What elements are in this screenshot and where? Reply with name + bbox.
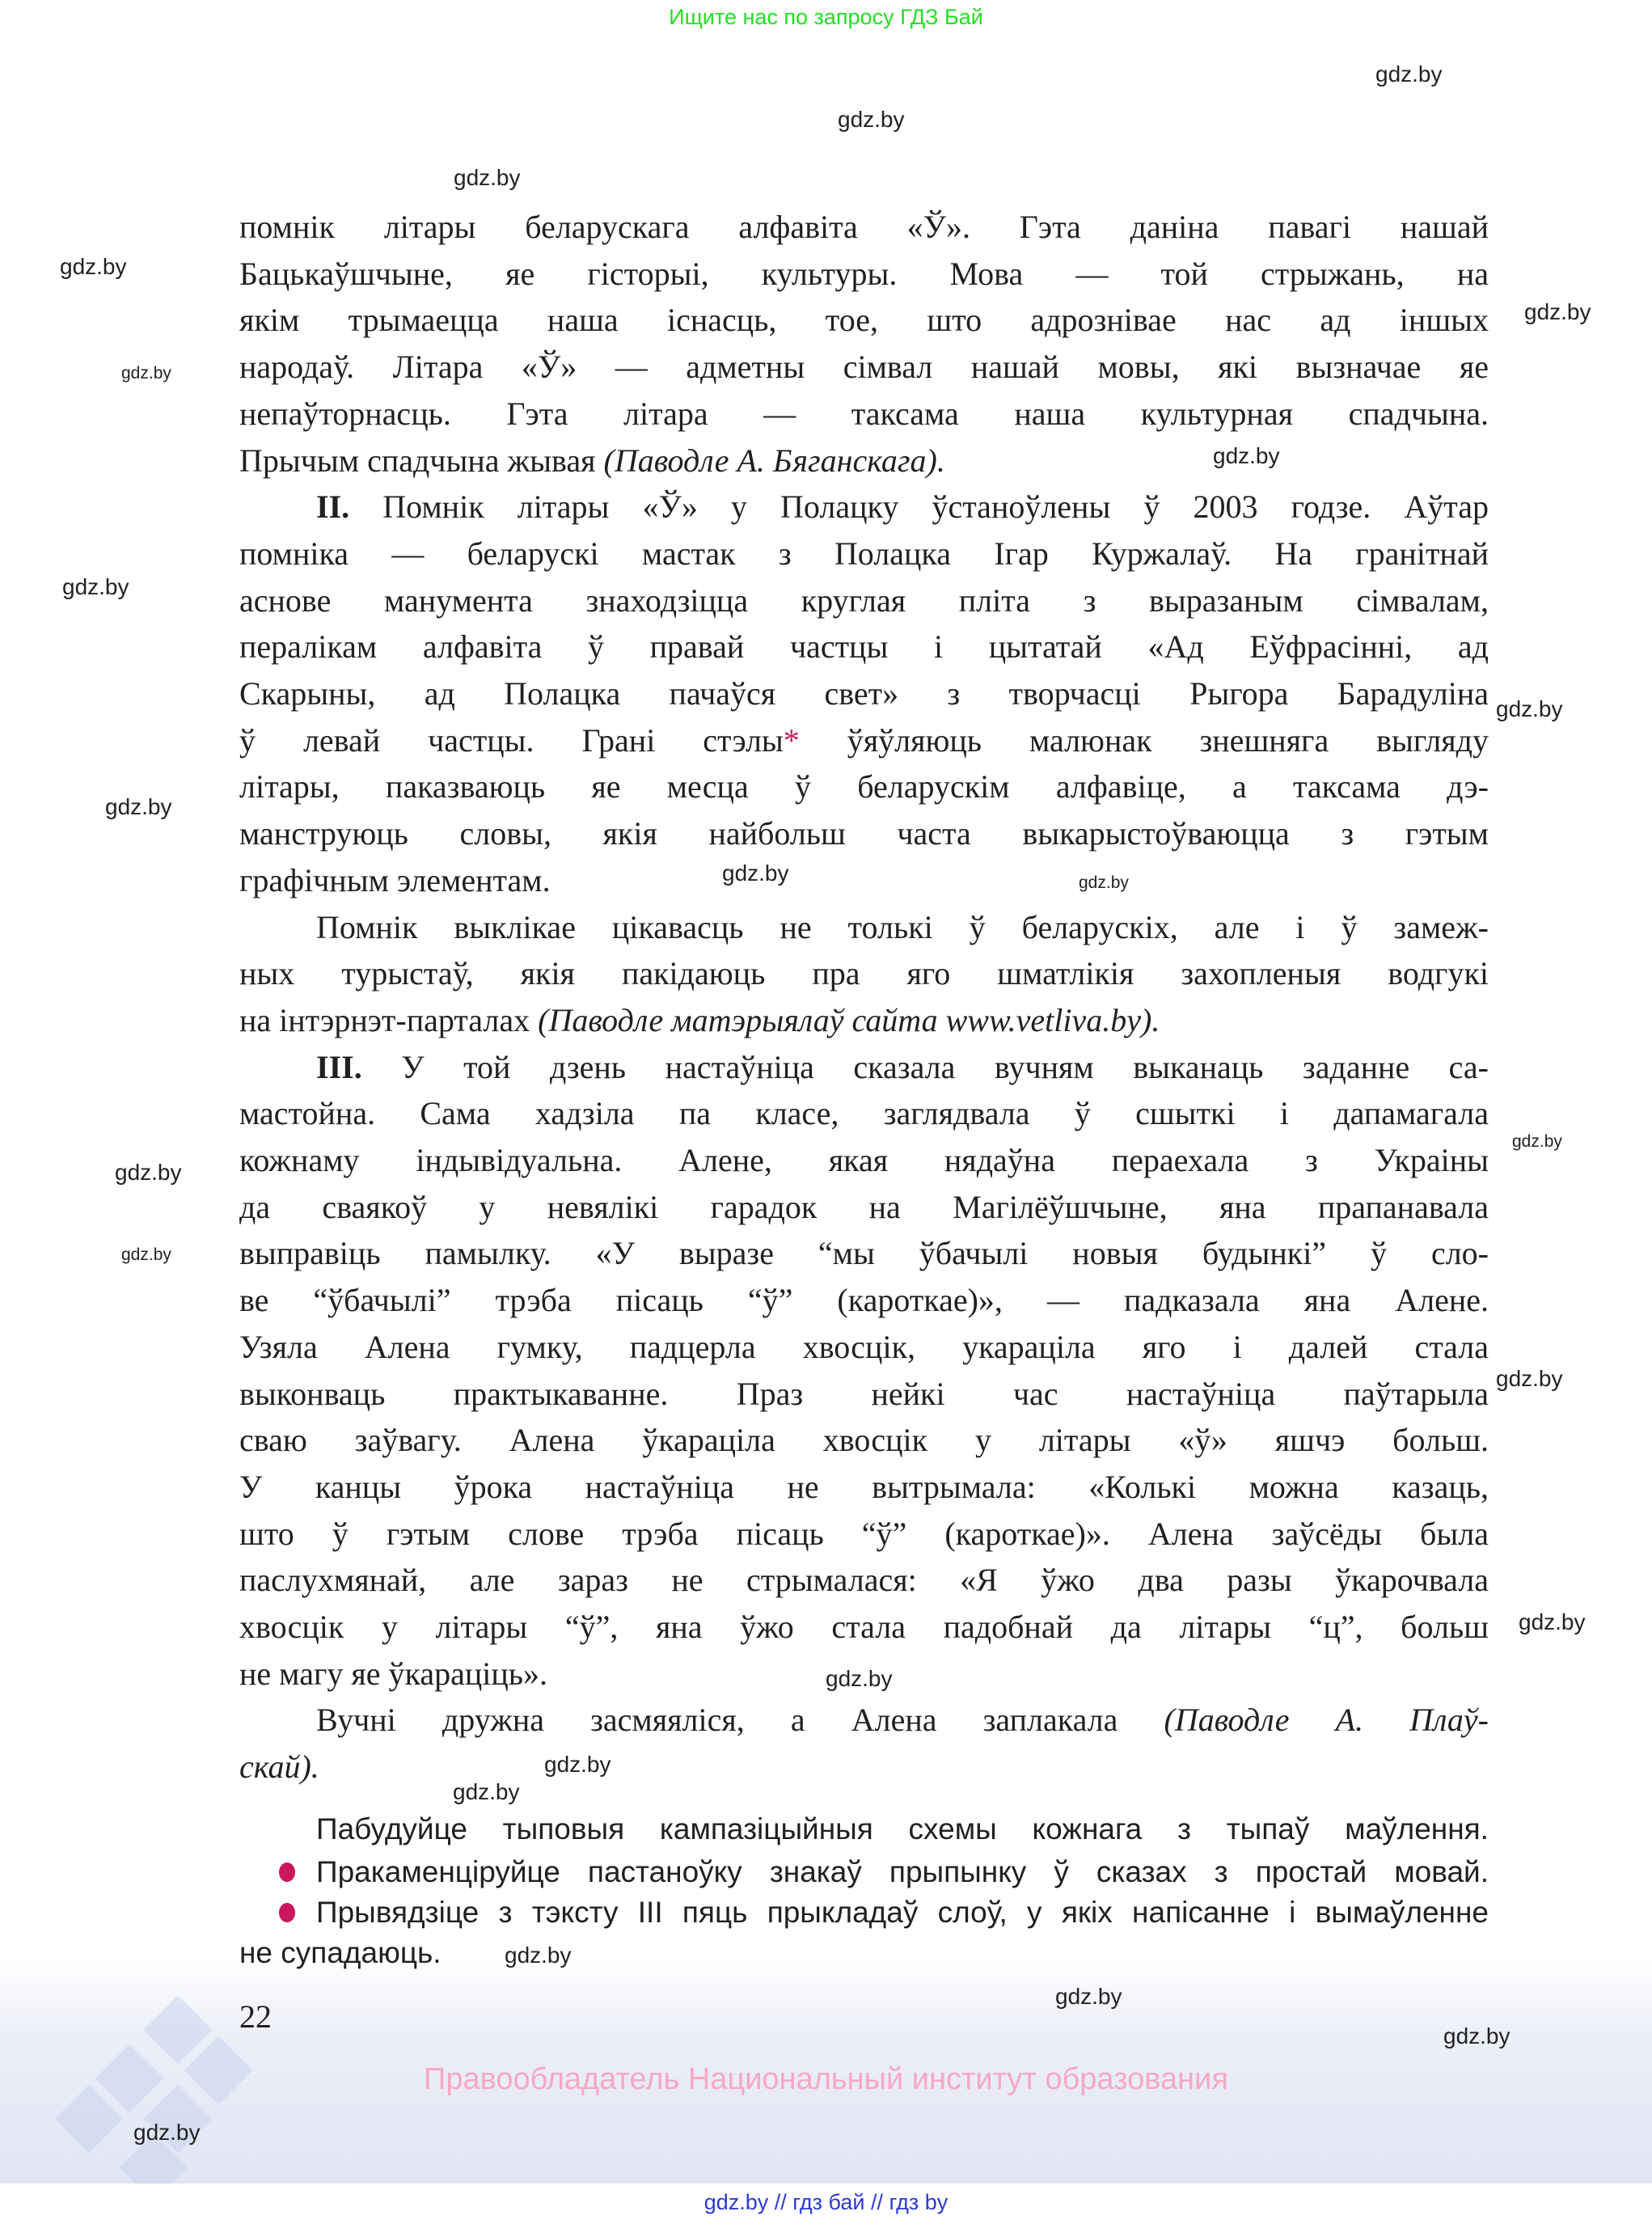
search-banner[interactable]: Ищите нас по запросу ГДЗ Бай — [669, 5, 983, 29]
text-segment: Прычым спадчына жывая — [239, 442, 604, 479]
watermark: gdz.by — [1496, 696, 1563, 721]
text-segment: помніка — беларускі мастак з Полацка Ігар Куржалаў. На гранітнай — [239, 535, 1489, 572]
watermark: gdz.by — [121, 364, 171, 383]
watermark: gdz.by — [544, 1752, 611, 1777]
text-line — [239, 763, 1489, 810]
text-line — [239, 1651, 547, 1698]
watermark: gdz.by — [121, 1245, 171, 1264]
text-segment: што ў гэтым слове трэба пісаць “ў” (кароткае)». Алена заўсёды была — [239, 1515, 1489, 1552]
watermark: gdz.by — [1512, 1132, 1562, 1151]
text-segment: Помнік літары «Ў» у Полацку ўстаноўлены ў 2003 годзе. Аўтар — [349, 488, 1489, 526]
text-segment: якім трымаецца наша існасць, тое, што адрознівае нас ад іншых — [239, 302, 1489, 339]
text-segment: мастойна. Сама хадзіла па класе, заглядвала ў сшыткі і дапамагала — [239, 1095, 1489, 1132]
text-line — [316, 904, 1489, 951]
text-segment: паслухмянай, але зараз не стрымалася: «Я ўжо два разы ўкарочвала — [239, 1562, 1489, 1599]
section-number: II. — [316, 488, 350, 526]
text-segment: кожнаму індывідуальна. Алене, якая нядаўна пераехала з Украіны — [239, 1142, 1489, 1178]
citation: (Паводле матэрыялаў сайта www.vetliva.by). — [538, 1001, 1160, 1038]
watermark: gdz.by — [1443, 2023, 1510, 2049]
text-segment: літары, паказваюць яе месца ў беларускім алфавіце, а таксама дэ- — [239, 768, 1489, 805]
text-segment: Вучні дружна засмяяліся, а Алена заплакала — [316, 1702, 1164, 1739]
watermark: gdz.by — [826, 1666, 893, 1691]
text-line — [239, 297, 1489, 344]
text-segment: ве “ўбачылі” трэба пісаць “ў” (кароткае)», — падказала яна Алене. — [239, 1282, 1489, 1319]
citation: (Паводле А. Плаў- — [1164, 1702, 1489, 1739]
text-segment: не магу яе ўкараціць». — [239, 1655, 548, 1692]
watermark: gdz.by — [1375, 61, 1443, 87]
text-segment: ўяўляюць малюнак знешняга выгляду — [799, 721, 1489, 759]
page-number: 22 — [239, 1998, 272, 2035]
text-line — [239, 1090, 1489, 1137]
text-line — [239, 1277, 1489, 1324]
text-line — [239, 950, 1489, 997]
task-3-continued: не супадаюць. — [239, 1936, 442, 1969]
bullet-icon — [279, 1903, 295, 1922]
watermark: gdz.by — [133, 2120, 201, 2145]
text-line — [239, 438, 945, 484]
text-line — [239, 204, 1489, 251]
text-line — [239, 251, 1489, 298]
task-3: Прывядзіце з тэксту III пяць прыкладаў слоў, у якіх напісанне і вымаўленне — [316, 1896, 1489, 1929]
text-line — [239, 1464, 1489, 1511]
text-line — [239, 1184, 1489, 1231]
text-line — [239, 670, 1489, 717]
watermark: gdz.by — [1213, 443, 1280, 468]
text-segment: У той дзень настаўніца сказала вучням выканаць заданне са- — [361, 1048, 1489, 1085]
text-line — [316, 1697, 1489, 1744]
watermark: gdz.by — [1079, 873, 1129, 892]
text-segment: выправіць памылку. «У выразе “мы ўбачылі новыя будынкі” ў сло- — [239, 1235, 1489, 1272]
text-line — [239, 997, 1160, 1044]
text-line — [239, 857, 551, 904]
text-segment: выконваць практыкаванне. Праз нейкі час настаўніца паўтарыла — [239, 1375, 1489, 1412]
text-line — [239, 1230, 1489, 1277]
watermark: gdz.by — [1519, 1609, 1586, 1634]
text-line — [239, 1417, 1489, 1464]
text-segment: помнік літары беларускага алфавіта «Ў». Гэта даніна павагі нашай — [239, 209, 1489, 245]
text-segment: пералікам алфавіта ў правай частцы і цытатай «Ад Еўфрасінні, ад — [239, 628, 1489, 666]
text-line — [239, 1604, 1489, 1651]
text-line — [239, 1511, 1489, 1558]
text-line — [239, 577, 1489, 624]
text-segment: Скарыны, ад Полацка пачаўся свет» з творчасці Рыгора Барадуліна — [239, 675, 1489, 712]
text-segment: хвосцік у літары “ў”, яна ўжо стала падобнай да літары “ц”, больш — [239, 1609, 1489, 1645]
text-line — [239, 344, 1489, 391]
text-segment: графічным элементам. — [239, 861, 551, 898]
text-segment: Узяла Алена гумку, падцерла хвосцік, укараціла яго і далей стала — [239, 1328, 1489, 1365]
text-segment: манструюць словы, якія найбольш часта выкарыстоўваюцца з гэтым — [239, 815, 1489, 852]
text-segment: непаўторнасць. Гэта літара — таксама наша культурная спадчына. — [239, 395, 1489, 432]
watermark: gdz.by — [105, 794, 172, 819]
citation: скай). — [239, 1748, 319, 1786]
text-segment: Помнік выклікае цікавасць не толькі ў беларускіх, але і ў замеж- — [316, 908, 1489, 945]
text-line — [239, 717, 1489, 764]
watermark: gdz.by — [62, 574, 129, 599]
text-segment: ных турыстаў, якія пакідаюць пра яго шматлікія захопленыя водгукі — [239, 955, 1489, 992]
text-segment: сваю заўвагу. Алена ўкараціла хвосцік у літары «ў» яшчэ больш. — [239, 1422, 1489, 1459]
watermark: gdz.by — [838, 107, 905, 132]
text-line — [239, 1744, 319, 1791]
task-1: Пабудуйце тыповыя кампазіцыйныя схемы кожнага з тыпаў маўлення. — [316, 1812, 1489, 1846]
citation: (Паводле А. Бяганскага). — [603, 442, 945, 479]
text-segment: У канцы ўрока настаўніца не вытрымала: «Колькі можна казаць, — [239, 1468, 1489, 1505]
text-line — [239, 1371, 1489, 1418]
text-line — [316, 1044, 1489, 1091]
text-line — [239, 1137, 1489, 1184]
text-segment: да сваякоў у невялікі гарадок на Магілёўшчыне, яна прапанавала — [239, 1188, 1489, 1225]
text-segment: народаў. Літара «Ў» — адметны сімвал нашай мовы, які вызначае яе — [239, 349, 1489, 386]
task-2: Пракаменціруйце пастаноўку знакаў прыпынку ў сказах з простай мовай. — [316, 1855, 1489, 1888]
watermark: gdz.by — [454, 165, 521, 190]
footer-links[interactable]: gdz.by // гдз бай // гдз by — [0, 2184, 1652, 2224]
copyright-notice: Правообладатель Национальный институт образования — [424, 2062, 1228, 2096]
section-number: III. — [316, 1048, 362, 1085]
watermark: gdz.by — [1524, 299, 1591, 324]
text-segment: на інтэрнэт-парталах — [239, 1001, 539, 1038]
watermark: gdz.by — [1055, 1984, 1122, 2009]
text-line — [239, 391, 1489, 438]
text-segment: Бацькаўшчыне, яе гісторыі, культуры. Мова — той стрыжань, на — [239, 255, 1489, 292]
watermark: gdz.by — [1496, 1366, 1563, 1391]
watermark: gdz.by — [505, 1943, 572, 1968]
bullet-icon — [279, 1862, 295, 1882]
text-line — [239, 1324, 1489, 1371]
text-line — [239, 810, 1489, 857]
text-line — [239, 1557, 1489, 1604]
text-line — [239, 531, 1489, 577]
text-segment: ў левай частцы. Грані стэлы — [239, 721, 784, 759]
text-segment: аснове манумента знаходзіцца круглая пліта з выразаным сімвалам, — [239, 581, 1489, 619]
text-line — [316, 484, 1489, 531]
footnote-asterisk: * — [783, 721, 800, 759]
watermark: gdz.by — [115, 1160, 182, 1185]
watermark: gdz.by — [60, 254, 127, 279]
watermark: gdz.by — [722, 860, 789, 886]
watermark: gdz.by — [453, 1779, 520, 1804]
text-line — [239, 624, 1489, 670]
